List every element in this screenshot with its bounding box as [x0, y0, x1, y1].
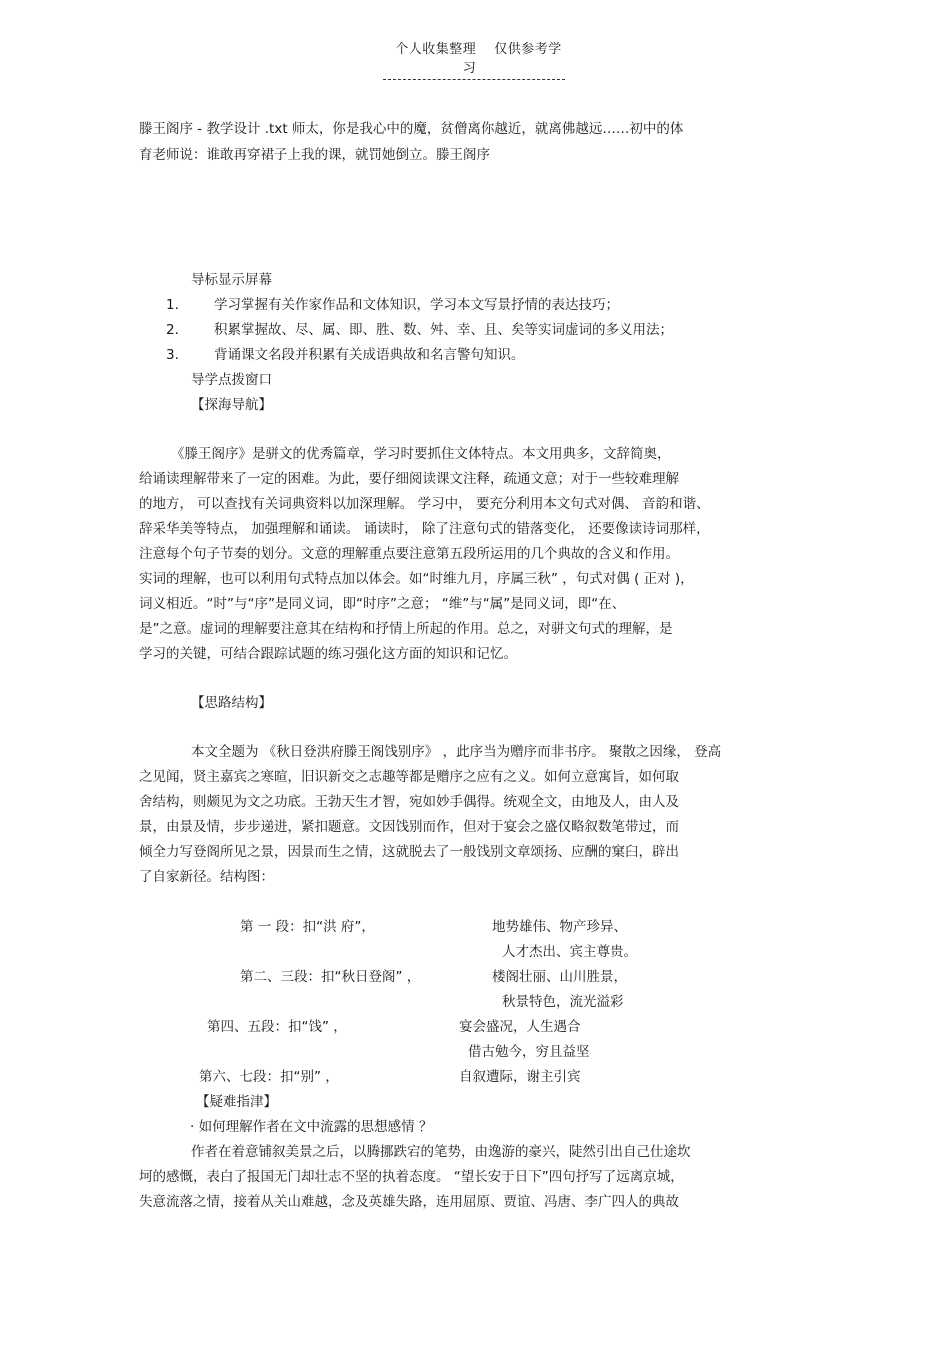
intro-line-2: 育老师说：谁敢再穿裙子上我的课，就罚她倒立。滕王阁序 — [139, 147, 490, 163]
diagram-description: 秋景特色，流光溢彩 — [502, 994, 624, 1010]
explore-line: 是”之意。虚词的理解要注意其在结构和抒情上所起的作用。总之，对骈文句式的理解，是 — [139, 621, 673, 637]
diagram-description: 自叙遭际，谢主引宾 — [459, 1069, 581, 1085]
structure-line: 之见闻，贤主嘉宾之寒暄，旧识新交之志趣等都是赠序之应有之义。如何立意寓旨，如何取 — [139, 769, 679, 785]
doubts-line: 作者在着意铺叙美景之后，以腾挪跌宕的笔势，由逸游的豪兴，陡然引出自己仕途坎 — [191, 1144, 691, 1160]
explore-line: 注意每个句子节奏的划分。文意的理解重点要注意第五段所运用的几个典故的含义和作用。 — [139, 546, 679, 562]
explore-line: 词义相近。“时”与“序”是同义词，即“时序”之意； “维”与“属”是同义词，即“在、 — [139, 596, 626, 612]
objective-text: 背诵课文名段并积累有关成语典故和名言警句知识。 — [214, 347, 525, 363]
doubts-question: · 如何理解作者在文中流露的思想感情 ？ — [190, 1119, 433, 1135]
page-header — [383, 38, 565, 80]
explore-line: 实词的理解，也可以利用句式特点加以体会。如“时维九月，序属三秋” ，句式对偶 ( 正对 )， — [139, 571, 694, 587]
diagram-description: 楼阁壮丽、山川胜景， — [492, 969, 627, 985]
intro-line-1: 滕王阁序 - 教学设计 .txt 师太，你是我心中的魔，贫僧离你越近，就离佛越远……初中的体 — [139, 121, 684, 137]
objective-number: 2. — [166, 322, 179, 338]
structure-line: 舍结构，则颇见为文之功底。王勃天生才智，宛如妙手偶得。统观全文，由地及人，由人及 — [139, 794, 679, 810]
diagram-segment: 第二、三段：扣“秋日登阁” ， — [240, 969, 421, 985]
diagram-description: 借古勉今，穷且益坚 — [468, 1044, 590, 1060]
structure-title: 【思路结构】 — [191, 695, 272, 711]
header-right-text: 仅供参考学习 — [462, 42, 562, 76]
doubts-line: 坷的感慨，表白了报国无门却壮志不坚的执着态度。 “望长安于日下”四句抒写了远离京城， — [139, 1169, 684, 1185]
objective-number: 3. — [166, 347, 179, 363]
diagram-description: 地势雄伟、物产珍异、 — [492, 919, 627, 935]
header-left-text: 个人收集整理 — [395, 42, 477, 57]
guide-title: 导学点拨窗口 — [191, 372, 272, 388]
objective-text: 积累掌握故、尽、属、即、胜、数、舛、幸、且、矣等实词虚词的多义用法； — [214, 322, 673, 338]
explore-line: 学习的关键，可结合跟踪试题的练习强化这方面的知识和记忆。 — [139, 646, 517, 662]
diagram-description: 人才杰出、宾主尊贵。 — [502, 944, 637, 960]
diagram-segment: 第四、五段：扣“饯” ， — [207, 1019, 347, 1035]
explore-line: 的地方， 可以查找有关词典资料以加深理解。 学习中， 要充分利用本文句式对偶、 音韵和谐、 — [139, 496, 710, 512]
objective-text: 学习掌握有关作家作品和文体知识，学习本文写景抒情的表达技巧； — [214, 297, 619, 313]
doubts-title: 【疑难指津】 — [196, 1094, 277, 1110]
diagram-segment: 第六、七段：扣“别” ， — [199, 1069, 339, 1085]
explore-line: 《滕王阁序》是骈文的优秀篇章，学习时要抓住文体特点。本文用典多，文辞简奥， — [171, 446, 671, 462]
structure-line: 倾全力写登阁所见之景，因景而生之情，这就脱去了一般饯别文章颂扬、应酬的窠臼，辟出 — [139, 844, 679, 860]
structure-line: 景，由景及情，步步递进，紧扣题意。文因饯别而作，但对于宴会之盛仅略叙数笔带过，而 — [139, 819, 679, 835]
structure-line: 了自家新径。结构图： — [139, 869, 274, 885]
doubts-line: 失意流落之情，接着从关山难越，念及英雄失路，连用屈原、贾谊、冯唐、李广四人的典故 — [139, 1194, 679, 1210]
nav-title: 导标显示屏幕 — [191, 272, 272, 288]
explore-title: 【探海导航】 — [191, 397, 272, 413]
explore-line: 辞采华美等特点， 加强理解和诵读。 诵读时， 除了注意句式的错落变化， 还要像读诗词那样， — [139, 521, 710, 537]
diagram-segment: 第 一 段：扣“洪 府”， — [240, 919, 375, 935]
structure-line: 本文全题为 《秋日登洪府滕王阁饯别序》 ，此序当为赠序而非书序。 聚散之因缘， 登高 — [191, 744, 722, 760]
explore-line: 给诵读理解带来了一定的困难。为此，要仔细阅读课文注释，疏通文意；对于一些较难理解 — [139, 471, 679, 487]
diagram-description: 宴会盛况，人生遇合 — [459, 1019, 581, 1035]
objective-number: 1. — [166, 297, 179, 313]
